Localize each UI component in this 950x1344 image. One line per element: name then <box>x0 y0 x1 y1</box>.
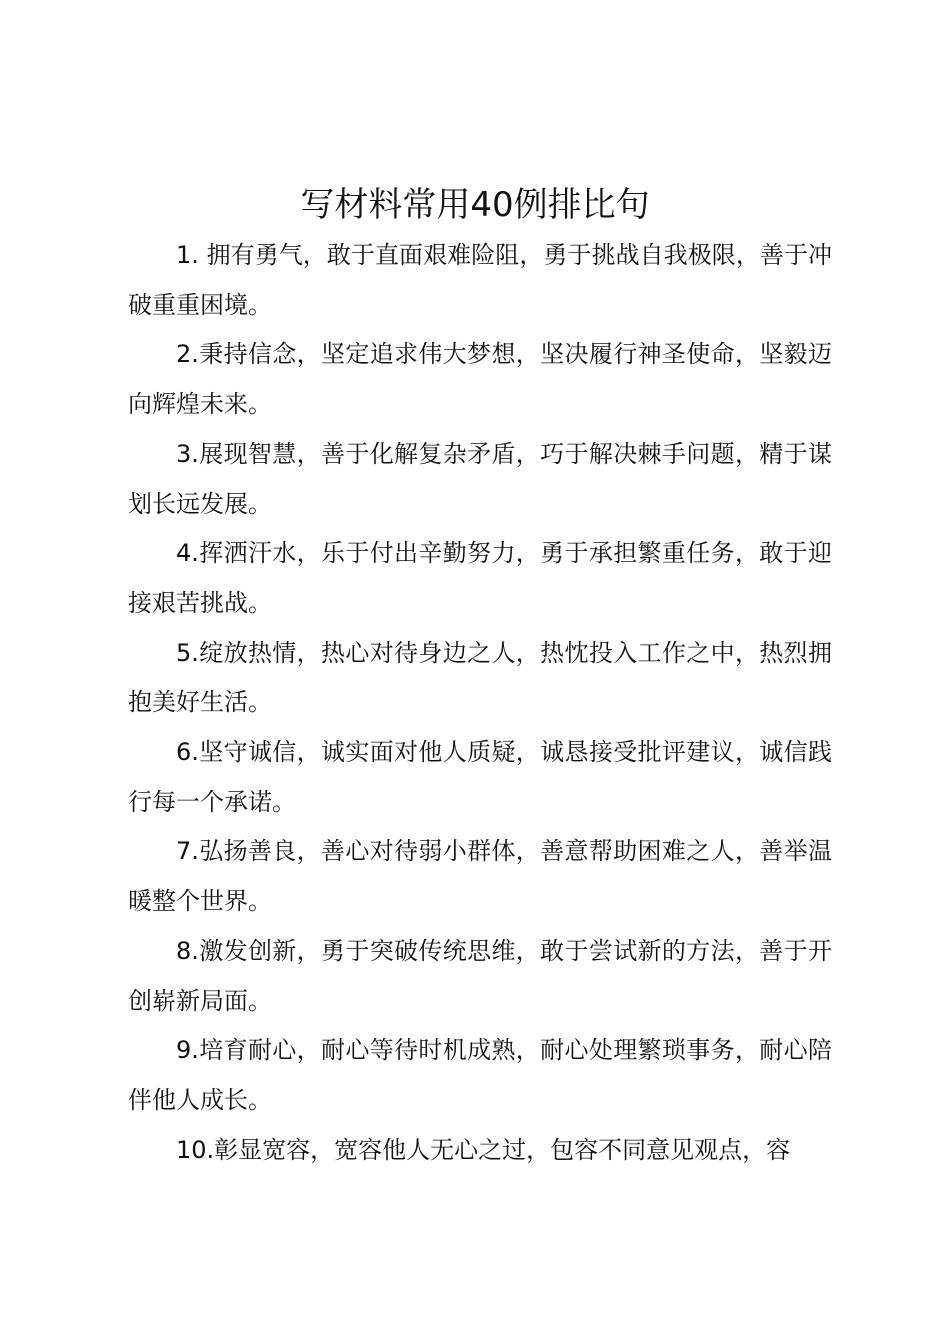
paragraph-7: 7.弘扬善良，善心对待弱小群体，善意帮助困难之人，善举温暖整个世界。 <box>128 837 832 916</box>
paragraph-10: 10.彰显宽容，宽容他人无心之过，包容不同意见观点，容 <box>176 1135 791 1164</box>
document-title: 写材料常用40例排比句 <box>300 185 650 225</box>
paragraph-3: 3.展现智慧，善于化解复杂矛盾，巧于解决棘手问题，精于谋划长远发展。 <box>128 439 832 518</box>
paragraph-4: 4.挥洒汗水，乐于付出辛勤努力，勇于承担繁重任务，敢于迎接艰苦挑战。 <box>128 539 832 617</box>
paragraph-8: 8.激发创新，勇于突破传统思维，敢于尝试新的方法，善于开创崭新局面。 <box>128 936 832 1015</box>
paragraph-6: 6.坚守诚信，诚实面对他人质疑，诚恳接受批评建议，诚信践行每一个承诺。 <box>128 738 832 816</box>
paragraph-1: 1. 拥有勇气，敢于直面艰难险阻，勇于挑战自我极限，善于冲破重重困境。 <box>128 241 832 319</box>
paragraph-5: 5.绽放热情，热心对待身边之人，热忱投入工作之中，热烈拥抱美好生活。 <box>128 638 832 717</box>
paragraph-9: 9.培育耐心，耐心等待时机成熟，耐心处理繁琐事务，耐心陪伴他人成长。 <box>128 1036 832 1114</box>
paragraph-2: 2.秉持信念，坚定追求伟大梦想，坚决履行神圣使命，坚毅迈向辉煌未来。 <box>128 340 832 419</box>
document-body <box>128 231 832 1175</box>
